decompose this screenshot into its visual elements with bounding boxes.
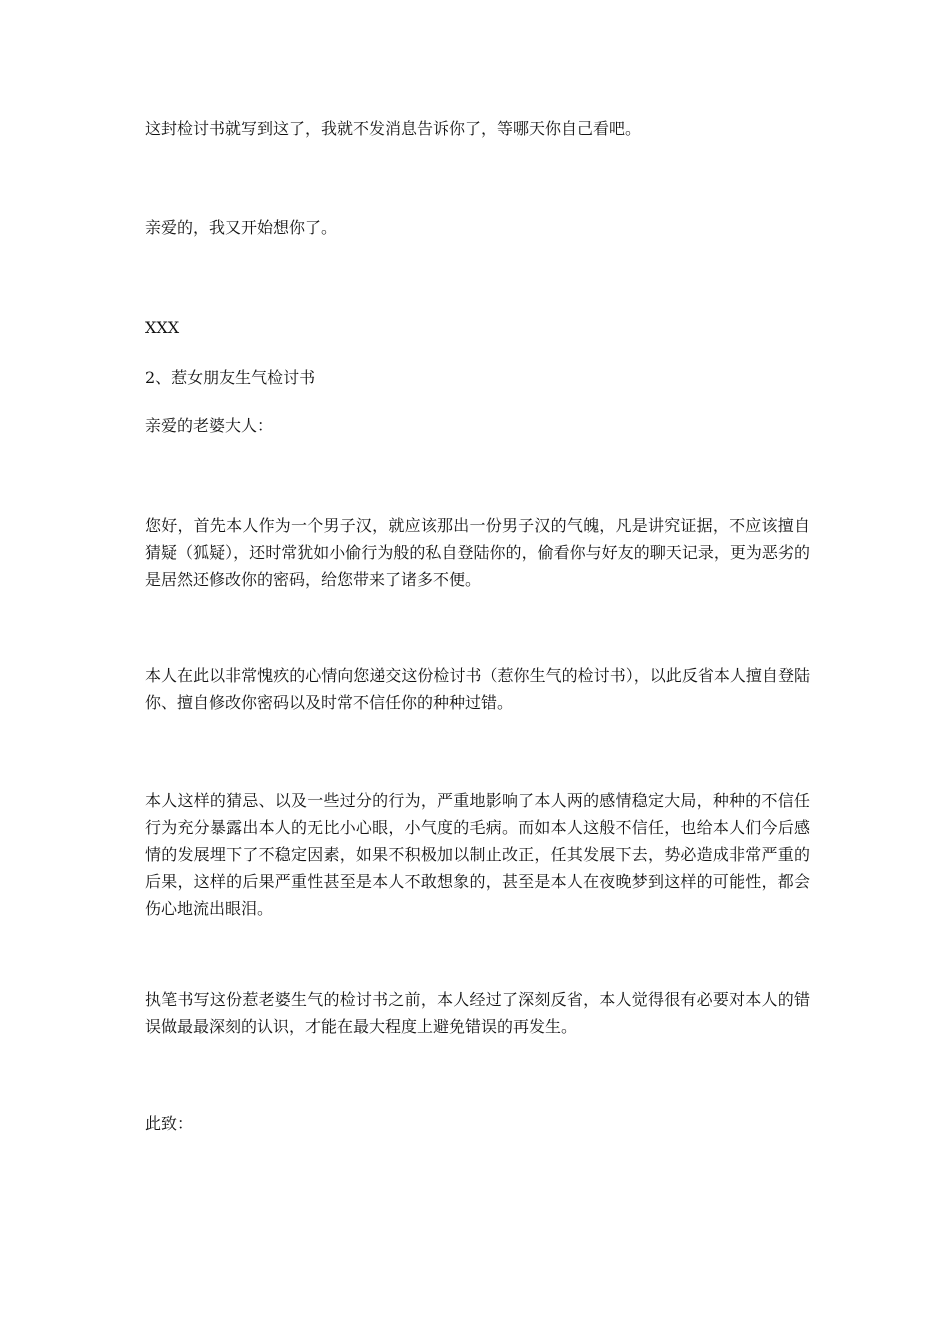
closing-paragraph: 这封检讨书就写到这了，我就不发消息告诉你了，等哪天你自己看吧。: [145, 119, 642, 138]
body-paragraph-3: 本人这样的猜忌、以及一些过分的行为，严重地影响了本人两的感情稳定大局，种种的不信任行为充分暴露出本人的无比小心眼，小气度的毛病。而如本人这般不信任，也给本人们今后感情的发展埋下了不稳定因素，如果不积极加以制止改正，任其发展下去，势必造成非常严重的后果，这样的后果严重性甚至是本人不敢想象的，甚至是本人在夜晚梦到这样的可能性，都会伤心地流出眼泪。: [145, 791, 810, 918]
body-paragraph-4: 执笔书写这份惹老婆生气的检讨书之前，本人经过了深刻反省，本人觉得很有必要对本人的错误做最最深刻的认识，才能在最大程度上避免错误的再发生。: [145, 990, 810, 1036]
section-heading: 2、惹女朋友生气检讨书: [145, 368, 316, 387]
closing-salutation: 此致：: [145, 1114, 194, 1133]
body-paragraph-2: 本人在此以非常愧疚的心情向您递交这份检讨书（惹你生气的检讨书），以此反省本人擅自登陆你、擅自修改你密码以及时常不信任你的种种过错。: [145, 666, 810, 712]
body-paragraph-1: 您好，首先本人作为一个男子汉，就应该那出一份男子汉的气魄，凡是讲究证据，不应该擅自猜疑（狐疑），还时常犹如小偷行为般的私自登陆你的，偷看你与好友的聊天记录，更为恶劣的是居然还修改你的密码，给您带来了诸多不便。: [145, 516, 810, 589]
miss-you-line: 亲爱的，我又开始想你了。: [145, 218, 338, 237]
salutation: 亲爱的老婆大人：: [145, 416, 274, 435]
signature: XXX: [145, 318, 180, 337]
